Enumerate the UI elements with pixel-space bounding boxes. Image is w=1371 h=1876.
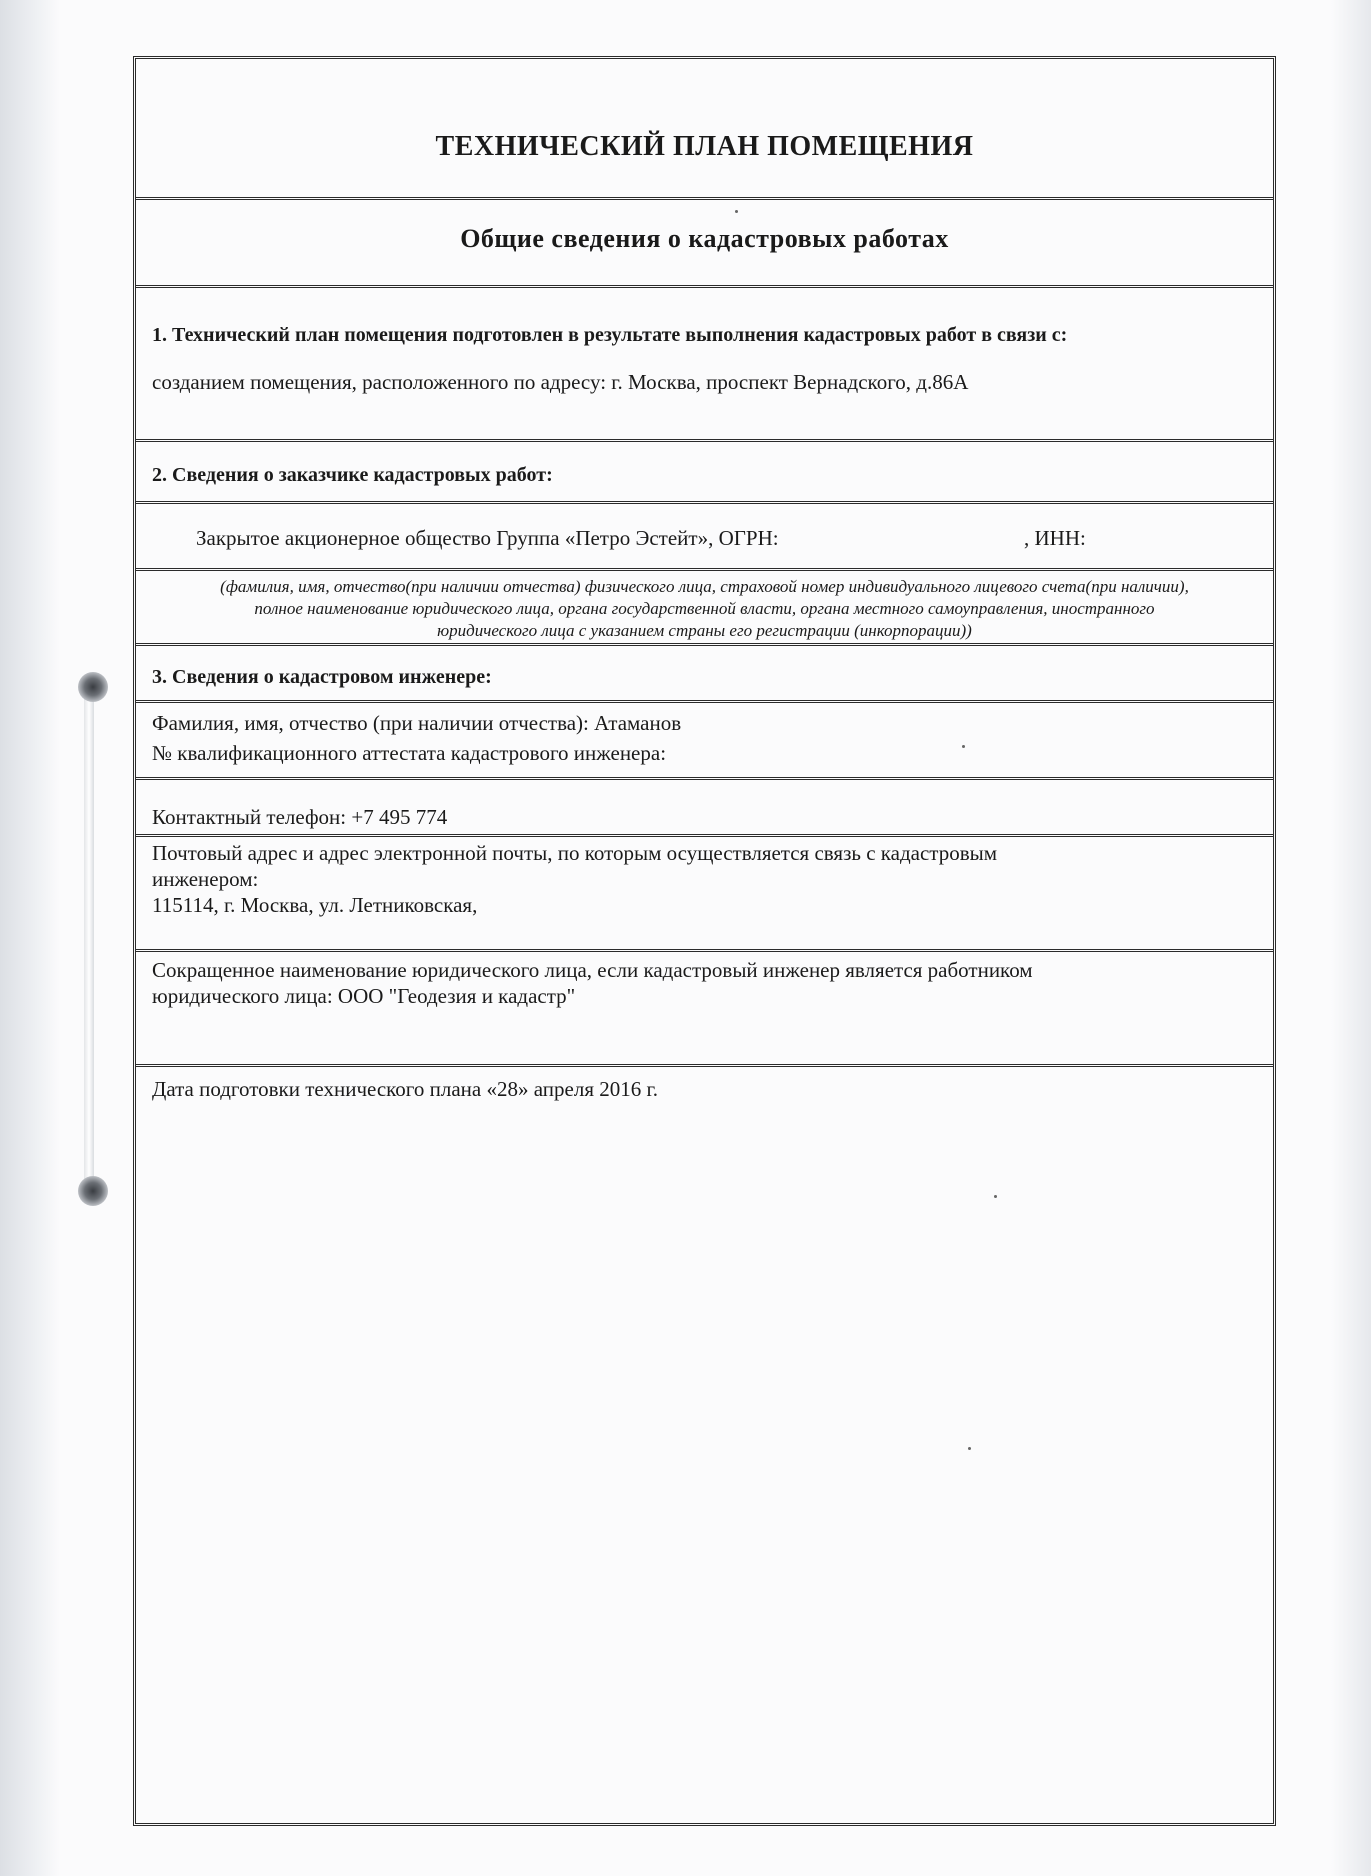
- section-2-customer-row: [136, 504, 1273, 571]
- section-2-heading-row: [136, 442, 1273, 504]
- section-2-note-row: [136, 571, 1273, 646]
- page-edge: [1331, 0, 1371, 1876]
- section-3-heading: 3. Сведения о кадастровом инженере:: [152, 666, 492, 688]
- engineer-fio: Фамилия, имя, отчество (при наличии отчества): Атаманов: [152, 711, 682, 735]
- subtitle-row: [136, 200, 1273, 288]
- customer-name: Закрытое акционерное общество Группа «Петро Эстейт», ОГРН:: [196, 526, 779, 550]
- section-3-heading-row: [136, 646, 1273, 703]
- title-row: [136, 59, 1273, 200]
- org-line-2: юридического лица: ООО "Геодезия и кадастр": [152, 984, 576, 1008]
- engineer-phone: Контактный телефон: +7 495 774: [152, 805, 448, 829]
- section-1: [136, 288, 1273, 442]
- section-2-heading: 2. Сведения о заказчике кадастровых работ:: [152, 464, 553, 486]
- phone-row: [136, 780, 1273, 837]
- binding-shadow: [0, 0, 60, 1876]
- engineer-certificate: № квалификационного аттестата кадастрового инженера:: [152, 741, 667, 765]
- address-line-1: Почтовый адрес и адрес электронной почты, по которым осуществляется связь с кадастровым: [152, 841, 998, 865]
- address-line-2: инженером:: [152, 867, 259, 891]
- document-subtitle: Общие сведения о кадастровых работах: [460, 224, 949, 253]
- note-line-1: (фамилия, имя, отчество(при наличии отчества) физического лица, страховой номер индивидуального лицевого счета(при наличии),: [220, 577, 1189, 596]
- customer-inn: , ИНН:: [1024, 526, 1086, 550]
- punch-hole-top: [78, 672, 108, 702]
- organization-row: [136, 952, 1273, 1067]
- section-1-text: созданием помещения, расположенного по адресу: г. Москва, проспект Вернадского, д.86А: [152, 370, 969, 394]
- section-1-heading: 1. Технический план помещения подготовлен в результате выполнения кадастровых работ в связи с:: [152, 324, 1068, 346]
- engineer-info-row: [136, 703, 1273, 780]
- address-line-3: 115114, г. Москва, ул. Летниковская,: [152, 893, 478, 917]
- note-line-2: полное наименование юридического лица, органа государственной власти, органа местного самоуправления, иностранного: [254, 599, 1155, 618]
- preparation-date: Дата подготовки технического плана «28» апреля 2016 г.: [152, 1077, 658, 1101]
- document-title: ТЕХНИЧЕСКИЙ ПЛАН ПОМЕЩЕНИЯ: [435, 131, 974, 162]
- form-frame: [133, 56, 1276, 1826]
- punch-hole-bottom: [78, 1176, 108, 1206]
- note-line-3: юридического лица с указанием страны его регистрации (инкорпорации)): [437, 621, 972, 640]
- address-row: [136, 837, 1273, 952]
- org-line-1: Сокращенное наименование юридического лица, если кадастровый инженер является работником: [152, 958, 1033, 982]
- binding-string: [84, 690, 94, 1190]
